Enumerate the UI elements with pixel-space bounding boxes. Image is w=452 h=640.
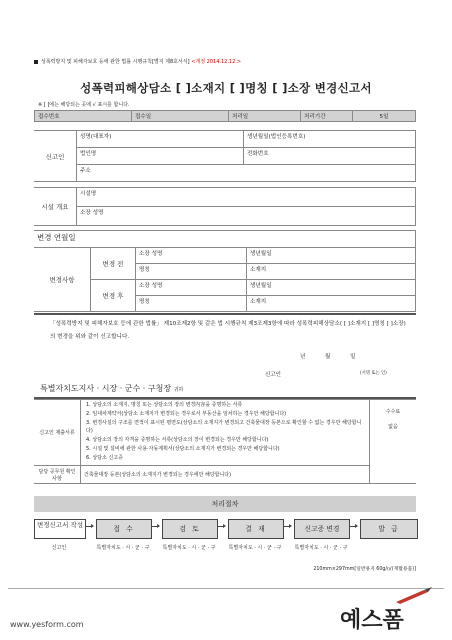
process-label: 특별자치도 · 시 · 군 · 구 bbox=[96, 545, 150, 551]
process-title: 처리절차 bbox=[34, 496, 416, 512]
before-head-name-field[interactable]: 소장 성명 bbox=[136, 248, 247, 264]
process-step-review: 검 토 bbox=[162, 519, 218, 539]
applicant-table bbox=[34, 130, 416, 182]
arrow-right-icon bbox=[350, 526, 356, 527]
signer-label: 신고인 bbox=[265, 372, 281, 378]
facility-section-label: 시설 개요 bbox=[34, 188, 77, 226]
after-org-name-field[interactable]: 명칭 bbox=[136, 296, 247, 312]
applicant-birth-field[interactable]: 생년월일(법인등록번호) bbox=[244, 131, 416, 148]
square-bullet-icon bbox=[34, 60, 38, 64]
process-label: 특별자치도 · 시 · 군 · 구 bbox=[294, 545, 348, 551]
address-field[interactable]: 주소 bbox=[77, 165, 416, 182]
addressee-suffix: 귀하 bbox=[173, 387, 184, 393]
doc-item: 4. 상담소의 장의 자격을 증명하는 서류(상담소의 장이 변경되는 경우만 해당합니다) bbox=[86, 437, 269, 444]
submit-docs-list bbox=[81, 400, 370, 466]
arrow-right-icon bbox=[152, 526, 158, 527]
date-line[interactable]: 년 월 일 bbox=[300, 354, 356, 360]
pen-icon bbox=[394, 586, 434, 606]
change-date-field[interactable]: 변경 연월일 bbox=[34, 231, 416, 248]
receipt-date-label: 접수일 bbox=[132, 111, 229, 122]
fee-label: 수수료 bbox=[385, 409, 401, 415]
after-label: 변경 후 bbox=[91, 280, 136, 312]
doc-item: 3. 변경사설의 구조를 면적이 표시된 평면도(상담소의 소재지가 변경되고 건축물대장 등본으로 확인할 수 없는 경우만 해당합니다) bbox=[86, 419, 362, 435]
footer-url[interactable]: www.yesform.com bbox=[10, 620, 84, 629]
process-label: 신고인 bbox=[51, 545, 67, 551]
before-org-name-field[interactable]: 명칭 bbox=[136, 264, 247, 280]
footer-divider bbox=[8, 588, 444, 589]
signature-placeholder[interactable]: (서명 또는 인) bbox=[360, 371, 387, 376]
facility-table bbox=[34, 187, 416, 226]
documents-table bbox=[34, 399, 416, 484]
after-head-name-field[interactable]: 소장 성명 bbox=[136, 280, 247, 296]
arrow-right-icon bbox=[86, 526, 92, 527]
corporation-name-field[interactable]: 법인명 bbox=[77, 148, 244, 165]
divider bbox=[34, 313, 416, 315]
revision-date: <개정 2014.12.12.> bbox=[191, 59, 242, 65]
before-birth-field[interactable]: 생년월일 bbox=[247, 248, 416, 264]
page-title: 성폭력피해상담소 [ ]소재지 [ ]명칭 [ ]소장 변경신고서 bbox=[80, 81, 372, 95]
process-step-issue: 발 급 bbox=[360, 519, 418, 539]
process-step-approve: 결 재 bbox=[228, 519, 284, 539]
form-note: ※ [ ]에는 해당되는 곳에 √ 표시를 합니다. bbox=[38, 102, 130, 108]
declaration-text: 「성폭력방지 및 피해자보호 등에 관한 법률」 제10조제2항 및 같은 법 시행규칙 제3조제3항에 따라 성폭력피해상담소( [ ]소재지 [ ]명칭 [ ]소장)의 변경을 위와 같이 신고합니다. bbox=[50, 321, 406, 340]
receipt-table bbox=[34, 110, 416, 122]
process-label: 특별자치도 · 시 · 군 · 구 bbox=[228, 545, 282, 551]
submit-docs-label: 신고인 제출서류 bbox=[34, 400, 81, 466]
process-period-label: 처리기간 bbox=[301, 111, 353, 122]
process-label: 특별자치도 · 시 · 군 · 구 bbox=[162, 545, 216, 551]
fee-cell bbox=[370, 400, 417, 484]
fee-value: 없음 bbox=[388, 424, 398, 430]
receipt-number-label: 접수번호 bbox=[35, 111, 132, 122]
official-check-value: 건축물대장 등본(상담소의 소재지가 변경되는 경우에만 해당합니다) bbox=[81, 466, 370, 484]
process-step-change: 신고증 변경 bbox=[294, 519, 350, 539]
addressee bbox=[40, 383, 183, 394]
paper-size-note: 210mm×297mm[일반용지 60g/㎡(재활용품)] bbox=[313, 567, 416, 572]
after-location-field[interactable]: 소재지 bbox=[247, 296, 416, 312]
process-step-write: 변경신고서 작성 bbox=[34, 519, 86, 539]
before-label: 변경 전 bbox=[91, 248, 136, 280]
addressee-text: 특별자치도지사 · 시장 · 군수 · 구청장 bbox=[40, 384, 172, 393]
yesform-logo: 예스폼 bbox=[340, 608, 404, 633]
law-reference: 성폭력방지 및 피해자보호 등에 관한 법률 시행규칙[별지 제8호서식] bbox=[41, 59, 190, 65]
applicant-name-field[interactable]: 성명(대표자) bbox=[77, 131, 244, 148]
form-header bbox=[34, 58, 241, 65]
official-check-label: 담당 공무원 확인사항 bbox=[34, 466, 81, 484]
facility-name-field[interactable]: 시설명 bbox=[77, 188, 416, 207]
before-location-field[interactable]: 소재지 bbox=[247, 264, 416, 280]
doc-item: 5. 시설 및 설비에 관한 사용·자동계획서(상담소의 소재지가 변경되는 경우만 해당합니다) bbox=[86, 445, 280, 452]
process-step-receive: 접 수 bbox=[96, 519, 152, 539]
arrow-right-icon bbox=[218, 526, 224, 527]
applicant-section-label: 신고인 bbox=[34, 131, 77, 182]
process-period-value: 5일 bbox=[353, 111, 416, 122]
doc-item: 2. 임대차계약서(상담소 소재지가 변경되는 경우로서 부동산을 임차하는 경우만 해당합니다) bbox=[86, 410, 287, 417]
facility-head-field[interactable]: 소장 성명 bbox=[77, 207, 416, 226]
arrow-right-icon bbox=[284, 526, 290, 527]
doc-item: 6. 상담소 신고증 bbox=[86, 454, 123, 461]
phone-field[interactable]: 전화번호 bbox=[244, 148, 416, 165]
change-section-label: 변경사항 bbox=[34, 248, 91, 312]
change-table bbox=[34, 230, 416, 312]
after-birth-field[interactable]: 생년월일 bbox=[247, 280, 416, 296]
doc-item: 1. 상담소의 소재지, 명칭 또는 상담소의 장의 변경内容을 증명하는 서류 bbox=[86, 402, 243, 408]
process-date-label: 처리일 bbox=[229, 111, 301, 122]
